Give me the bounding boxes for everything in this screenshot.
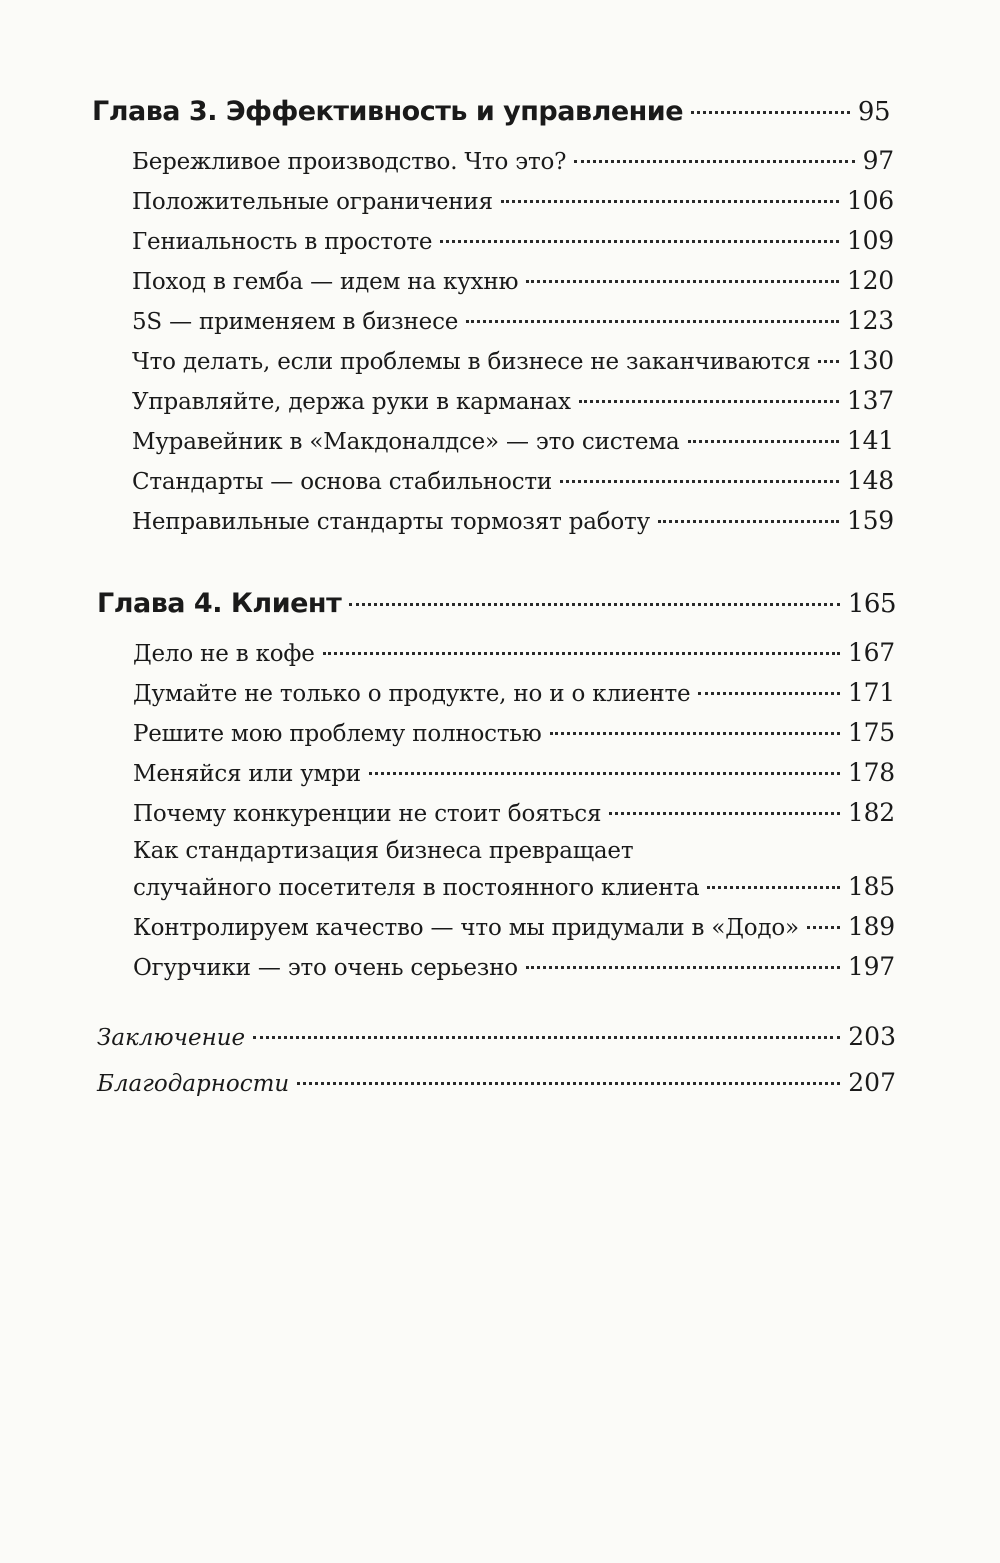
entry-title: Поход в гемба — идем на кухню bbox=[132, 269, 519, 295]
dot-leader bbox=[440, 240, 839, 243]
page-number: 159 bbox=[846, 506, 894, 535]
entry-title: Огурчики — это очень серьезно bbox=[133, 955, 518, 981]
dot-leader bbox=[369, 772, 840, 775]
page-number: 185 bbox=[847, 872, 895, 901]
toc-entry bbox=[133, 952, 895, 981]
toc-entry bbox=[132, 226, 894, 255]
entry-title: Гениальность в простоте bbox=[132, 229, 433, 255]
page-number: 97 bbox=[862, 146, 894, 175]
entry-title: Благодарности bbox=[97, 1071, 290, 1097]
toc-entry bbox=[133, 798, 895, 827]
dot-leader bbox=[560, 480, 839, 483]
toc-entry bbox=[132, 466, 894, 495]
page-number: 109 bbox=[846, 226, 894, 255]
page-number: 167 bbox=[847, 638, 895, 667]
toc-entry bbox=[132, 306, 894, 335]
entry-title: Бережливое производство. Что это? bbox=[132, 149, 567, 175]
entry-title: Неправильные стандарты тормозят работу bbox=[132, 509, 650, 535]
dot-leader bbox=[698, 692, 839, 695]
entry-second-line bbox=[133, 872, 895, 901]
entry-title: Заключение bbox=[97, 1025, 246, 1051]
entry-title: Что делать, если проблемы в бизнесе не заканчиваются bbox=[132, 349, 811, 375]
dot-leader bbox=[253, 1036, 840, 1039]
dot-leader bbox=[691, 111, 850, 114]
dot-leader bbox=[323, 652, 840, 655]
dot-leader bbox=[349, 603, 840, 606]
dot-leader bbox=[807, 926, 840, 929]
entry-title: Меняйся или умри bbox=[133, 761, 361, 787]
page-number: 137 bbox=[846, 386, 894, 415]
entry-title: Управляйте, держа руки в карманах bbox=[132, 389, 571, 415]
dot-leader bbox=[688, 440, 839, 443]
toc-entry bbox=[133, 718, 895, 747]
entry-title-line-2: случайного посетителя в постоянного клиента bbox=[133, 875, 700, 901]
page-number: 189 bbox=[847, 912, 895, 941]
page-number: 95 bbox=[857, 97, 890, 127]
toc-entry bbox=[133, 638, 895, 667]
entry-title: Решите мою проблему полностью bbox=[133, 721, 542, 747]
page-number: 148 bbox=[846, 466, 894, 495]
toc-entry bbox=[132, 186, 894, 215]
toc-entry bbox=[132, 146, 894, 175]
toc-entry bbox=[133, 678, 895, 707]
entry-title: Контролируем качество — что мы придумали в «Додо» bbox=[133, 915, 799, 941]
page-number: 175 bbox=[847, 718, 895, 747]
page-number: 203 bbox=[848, 1022, 896, 1051]
page-number: 141 bbox=[846, 426, 894, 455]
toc-entry bbox=[132, 506, 894, 535]
toc-entry-two-line bbox=[133, 838, 895, 901]
dot-leader bbox=[818, 360, 838, 363]
chapter-3-heading bbox=[92, 96, 890, 127]
toc-entry bbox=[133, 758, 895, 787]
dot-leader bbox=[526, 966, 840, 969]
page-number: 120 bbox=[846, 266, 894, 295]
page-number: 197 bbox=[847, 952, 895, 981]
dot-leader bbox=[466, 320, 839, 323]
toc-entry-conclusion bbox=[97, 1022, 896, 1051]
toc-entry-acknowledgements bbox=[97, 1068, 896, 1097]
page-number: 130 bbox=[846, 346, 894, 375]
toc-entry bbox=[132, 346, 894, 375]
entry-title: 5S — применяем в бизнесе bbox=[132, 309, 459, 335]
entry-title: Положительные ограничения bbox=[132, 189, 493, 215]
dot-leader bbox=[526, 280, 839, 283]
chapter-title: Глава 4. Клиент bbox=[97, 588, 342, 619]
entry-title: Почему конкуренции не стоит бояться bbox=[133, 801, 602, 827]
dot-leader bbox=[707, 886, 840, 889]
chapter-4-heading bbox=[97, 588, 896, 619]
toc-entry bbox=[132, 266, 894, 295]
entry-title: Стандарты — основа стабильности bbox=[132, 469, 553, 495]
page-number: 123 bbox=[846, 306, 894, 335]
page-number: 165 bbox=[847, 589, 896, 619]
page-number: 106 bbox=[846, 186, 894, 215]
dot-leader bbox=[501, 200, 839, 203]
entry-title-line-1: Как стандартизация бизнеса превращает bbox=[133, 838, 634, 864]
entry-title: Муравейник в «Макдоналдсе» — это система bbox=[132, 429, 680, 455]
dot-leader bbox=[574, 160, 854, 163]
toc-entry bbox=[132, 426, 894, 455]
chapter-title: Глава 3. Эффективность и управление bbox=[92, 96, 684, 127]
dot-leader bbox=[550, 732, 840, 735]
entry-title: Дело не в кофе bbox=[133, 641, 315, 667]
toc-entry bbox=[133, 912, 895, 941]
page-number: 207 bbox=[848, 1068, 896, 1097]
page-number: 182 bbox=[847, 798, 895, 827]
dot-leader bbox=[658, 520, 839, 523]
page-number: 171 bbox=[847, 678, 895, 707]
dot-leader bbox=[609, 812, 840, 815]
page-number: 178 bbox=[847, 758, 895, 787]
entry-title: Думайте не только о продукте, но и о клиенте bbox=[133, 681, 691, 707]
dot-leader bbox=[297, 1082, 840, 1085]
toc-entry bbox=[132, 386, 894, 415]
dot-leader bbox=[579, 400, 839, 403]
